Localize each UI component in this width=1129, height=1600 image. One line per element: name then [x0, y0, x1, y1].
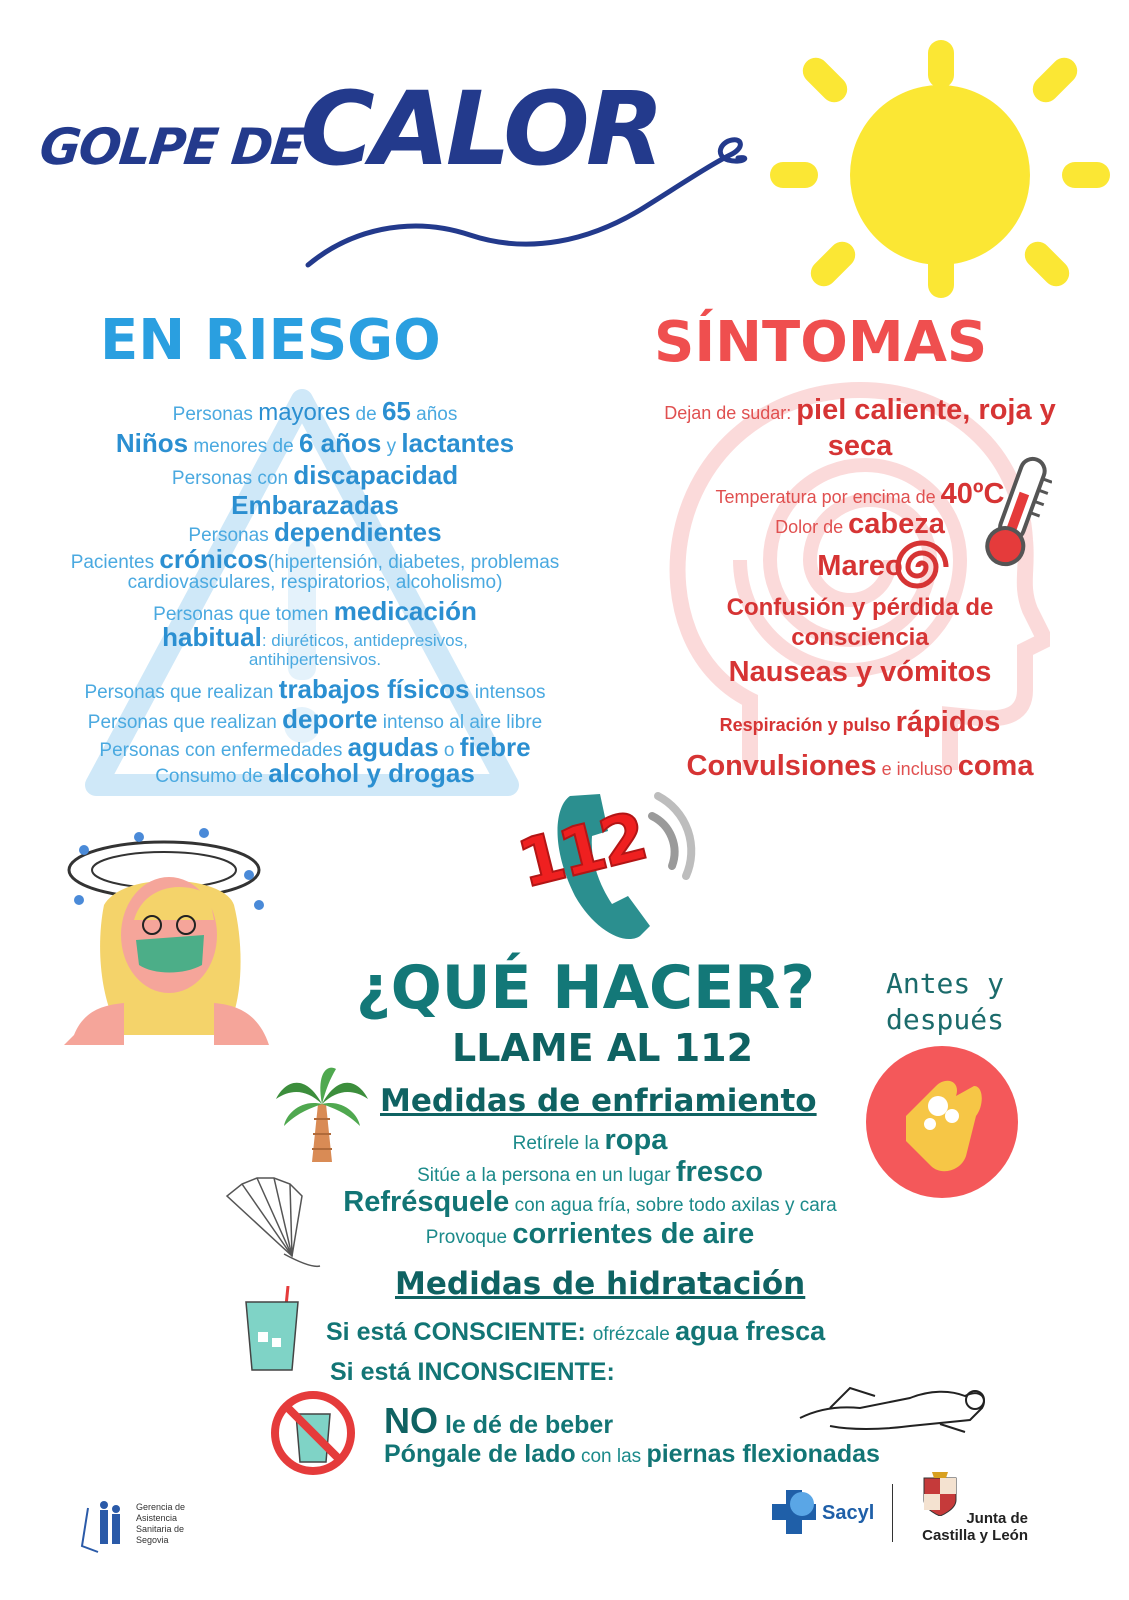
text-line [384, 1400, 613, 1442]
text-segment: coma [957, 750, 1034, 782]
gerencia-text: Gerencia de Asistencia Sanitaria de Segovia [136, 1502, 186, 1545]
text-line [240, 1124, 940, 1157]
text-line [240, 1186, 940, 1219]
gerencia-logo-icon [78, 1500, 132, 1554]
riesgo-heading: EN RIESGO [100, 308, 441, 373]
enfriamiento-title: Medidas de enfriamiento [380, 1083, 817, 1119]
text-line [20, 650, 610, 670]
phone-number: 112 [510, 797, 652, 904]
text-segment: Temperatura por encima de [715, 487, 941, 507]
text-line [20, 704, 610, 735]
text-segment: Personas [188, 525, 274, 546]
sacyl-logo-icon [768, 1486, 820, 1538]
text-segment: fiebre [459, 732, 531, 762]
text-segment: Personas con enfermedades [99, 740, 348, 761]
text-segment: Respiración y pulso [719, 715, 896, 735]
text-segment: Personas con [171, 468, 294, 489]
text-segment: trabajos físicos [278, 674, 470, 704]
text-segment: 65 [381, 396, 411, 426]
title-calor: CALOR [300, 70, 661, 189]
text-segment: años [410, 404, 458, 425]
recovery-position-illustration [790, 1368, 990, 1436]
text-segment: ofrézcale [592, 1324, 676, 1345]
text-line [20, 758, 610, 789]
text-line [600, 656, 1120, 689]
hands-caption: Antes y después [885, 967, 1004, 1036]
text-line [20, 460, 610, 491]
text-line [600, 706, 1120, 739]
sun-icon [770, 40, 1110, 300]
text-segment: agudas [347, 732, 439, 762]
text-segment: de [350, 404, 382, 425]
text-segment: y [381, 436, 402, 457]
text-segment: corrientes de aire [512, 1218, 755, 1250]
text-segment: Consumo de [155, 766, 269, 787]
text-segment: cabeza [848, 508, 945, 540]
text-segment: Mareo [817, 550, 903, 582]
water-glass-icon [244, 1286, 300, 1372]
text-segment: Sitúe a la persona en un lugar [417, 1165, 676, 1186]
text-line [600, 550, 1120, 583]
text-segment: Pacientes [70, 552, 160, 573]
text-segment: discapacidad [293, 460, 459, 490]
text-segment: rápidos [895, 706, 1001, 738]
text-segment: Póngale de lado [384, 1440, 576, 1468]
text-segment: Si está CONSCIENTE: [326, 1318, 593, 1346]
text-segment: Niños [115, 428, 189, 458]
text-segment: cardiovasculares, respiratorios, alcoholismo) [127, 572, 503, 593]
text-line [600, 508, 1120, 541]
text-segment: antihipertensivos. [248, 650, 382, 669]
text-line [384, 1440, 880, 1469]
text-segment: 6 años [298, 428, 382, 458]
text-segment: o [438, 740, 460, 761]
text-line [20, 544, 610, 575]
text-line [20, 396, 610, 427]
text-line [330, 1358, 615, 1387]
text-line [20, 622, 610, 653]
text-segment: medicación [333, 596, 477, 626]
sintomas-heading: SÍNTOMAS [654, 310, 988, 375]
title-golpe-de: GOLPE DE [36, 118, 307, 176]
sacyl-label: Sacyl [822, 1502, 875, 1524]
text-segment: Personas que tomen [153, 604, 334, 625]
text-segment: menores de [188, 436, 299, 457]
footer-divider [892, 1484, 893, 1542]
text-segment: Personas que realizan [87, 712, 283, 733]
hand-fan-icon [222, 1176, 322, 1272]
text-line [600, 430, 1120, 463]
text-segment: (hipertensión, diabetes, problemas [267, 552, 560, 573]
text-segment: Dolor de [775, 517, 849, 537]
text-segment: NO [384, 1400, 438, 1441]
text-segment: Provoque [425, 1227, 513, 1248]
text-line [600, 594, 1120, 622]
text-segment: con las [575, 1446, 647, 1467]
dizzy-person-illustration [64, 825, 284, 1045]
que-hacer-heading: ¿QUÉ HACER? [356, 953, 816, 1023]
text-segment: consciencia [791, 624, 929, 651]
text-segment: 40ºC [940, 478, 1005, 510]
text-line [600, 624, 1120, 652]
text-segment: Refrésquele [343, 1186, 510, 1218]
text-segment: seca [827, 430, 893, 462]
text-segment: intenso al aire libre [377, 712, 543, 733]
text-segment: Personas [172, 404, 259, 425]
text-line [240, 1218, 940, 1251]
text-line [326, 1316, 825, 1347]
text-segment: dependientes [273, 517, 442, 547]
text-segment: lactantes [401, 428, 515, 458]
text-segment: : diuréticos, antidepresivos, [261, 631, 468, 650]
text-segment: piel caliente, roja y [796, 394, 1056, 426]
text-segment: le dé de beber [438, 1411, 614, 1439]
text-segment: piernas flexionadas [646, 1440, 880, 1468]
text-segment: Convulsiones [686, 750, 877, 782]
text-line [20, 572, 610, 594]
text-segment: e incluso [876, 759, 958, 779]
text-segment: crónicos [159, 544, 268, 574]
text-segment: alcohol y drogas [268, 758, 475, 788]
text-segment: Embarazadas [231, 490, 399, 520]
text-segment: con agua fría, sobre todo axilas y cara [509, 1195, 837, 1216]
text-segment: habitual [162, 622, 262, 652]
text-segment: agua fresca [675, 1316, 826, 1346]
no-drinking-icon [270, 1390, 356, 1476]
text-segment: Retírele la [512, 1133, 605, 1154]
swirl-underline [290, 120, 760, 280]
text-line [20, 674, 610, 705]
text-segment: Nauseas y vómitos [728, 656, 992, 688]
hidratacion-title: Medidas de hidratación [395, 1266, 806, 1302]
text-segment: deporte [282, 704, 378, 734]
text-segment: fresco [675, 1156, 763, 1188]
text-line [240, 1156, 940, 1189]
text-line [600, 478, 1120, 511]
text-segment: mayores [258, 399, 351, 426]
text-segment: ropa [604, 1124, 668, 1156]
junta-text: Junta de Castilla y León [922, 1510, 1028, 1544]
text-segment: Confusión y pérdida de [726, 594, 994, 621]
text-segment: Personas que realizan [84, 682, 279, 703]
text-segment: Si está INCONSCIENTE: [330, 1358, 615, 1386]
text-line [20, 428, 610, 459]
text-segment: intensos [469, 682, 546, 703]
text-segment: Dejan de sudar: [664, 403, 797, 423]
text-line [600, 394, 1120, 427]
call-112: LLAME AL 112 [452, 1026, 754, 1070]
